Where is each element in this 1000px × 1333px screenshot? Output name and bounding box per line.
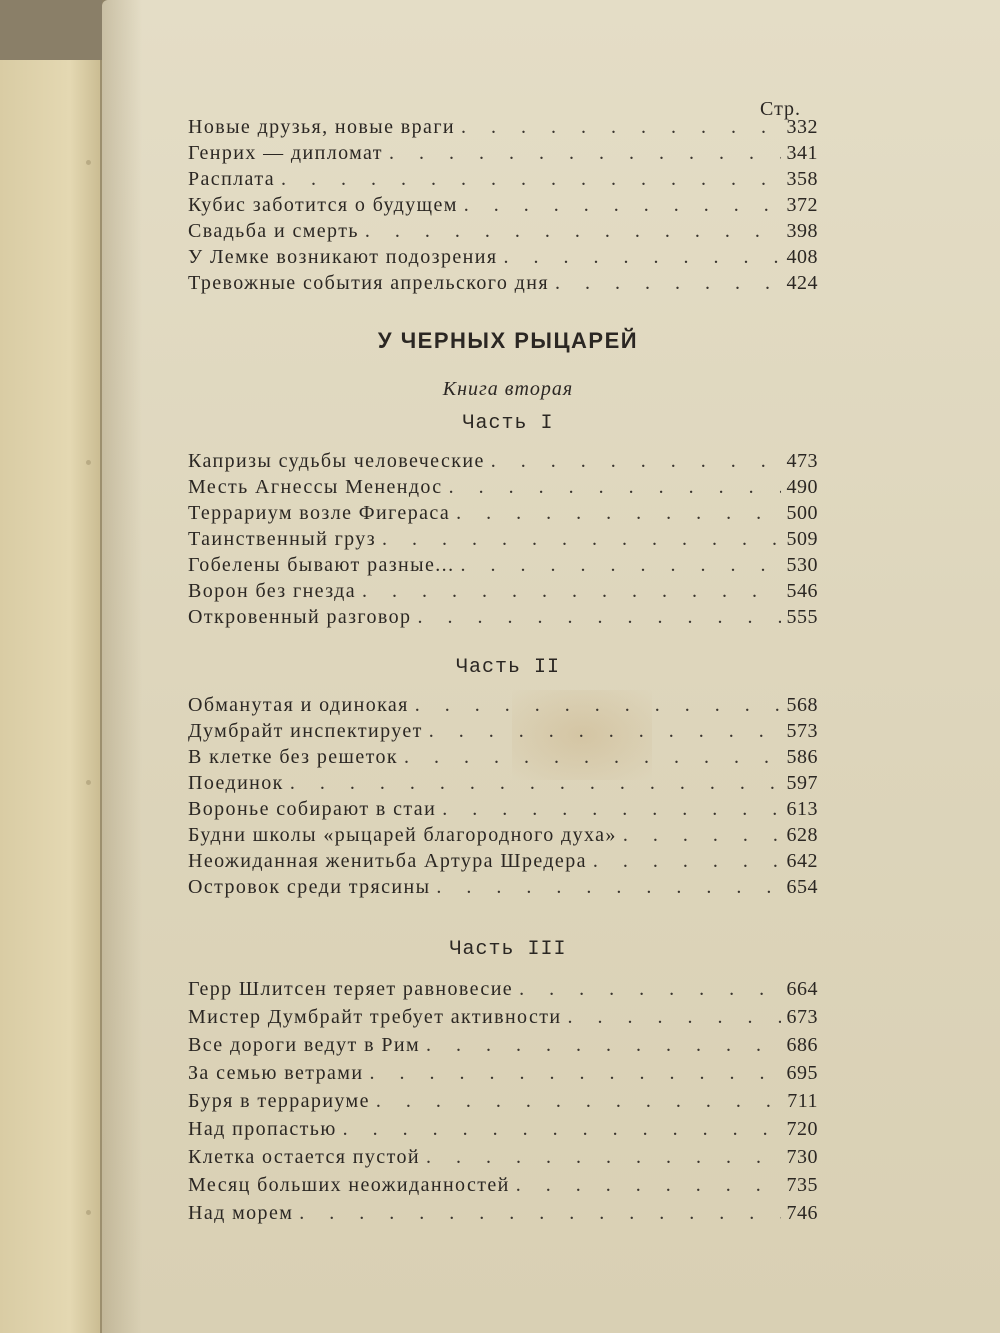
entry-title: Свадьба и смерть xyxy=(188,220,359,242)
toc-entry xyxy=(188,1034,818,1062)
entry-title: Капризы судьбы человеческие xyxy=(188,450,485,472)
entry-title: Расплата xyxy=(188,168,275,190)
entry-title: Кубис заботится о будущем xyxy=(188,194,458,216)
part-heading: Часть II xyxy=(455,656,560,679)
entry-title: Островок среди трясины xyxy=(188,876,431,898)
left-page-edge xyxy=(0,60,102,1333)
dot-leader xyxy=(417,606,780,629)
entry-title: Клетка остается пустой xyxy=(188,1146,420,1168)
toc-entry xyxy=(188,978,818,1006)
entry-page: 613 xyxy=(786,798,818,820)
dot-leader xyxy=(369,1062,780,1085)
toc-entry xyxy=(188,116,818,144)
dot-leader xyxy=(365,220,781,243)
entry-page: 597 xyxy=(786,772,818,794)
book-subtitle: Книга вторая xyxy=(442,378,574,400)
dot-leader xyxy=(376,1090,781,1113)
entry-page: 695 xyxy=(786,1062,818,1084)
entry-page: 555 xyxy=(786,606,818,628)
toc-entry xyxy=(188,1006,818,1034)
toc-entry xyxy=(188,142,818,170)
entry-page: 424 xyxy=(786,272,818,294)
dot-leader xyxy=(382,528,780,551)
dot-leader xyxy=(429,720,781,743)
toc-entry xyxy=(188,246,818,274)
entry-page: 473 xyxy=(786,450,818,472)
dot-leader xyxy=(343,1118,781,1141)
entry-page: 664 xyxy=(786,978,818,1000)
binding-stitch xyxy=(86,1210,91,1215)
entry-page: 530 xyxy=(786,554,818,576)
entry-title: Будни школы «рыцарей благородного духа» xyxy=(188,824,617,846)
dot-leader xyxy=(516,1174,781,1197)
dot-leader xyxy=(555,272,781,295)
dot-leader xyxy=(442,798,780,821)
entry-title: В клетке без решеток xyxy=(188,746,399,768)
dot-leader xyxy=(460,554,780,577)
dot-leader xyxy=(426,1146,781,1169)
toc-entry xyxy=(188,824,818,852)
entry-page: 628 xyxy=(786,824,818,846)
toc-entry xyxy=(188,1090,818,1118)
entry-title: Тревожные события апрельского дня xyxy=(188,272,549,294)
toc-entry xyxy=(188,1174,818,1202)
toc-entry xyxy=(188,194,818,222)
dot-leader xyxy=(404,746,780,769)
entry-title: Месть Агнессы Менендос xyxy=(188,476,443,498)
toc-entry xyxy=(188,606,818,634)
entry-title: Ворон без гнезда xyxy=(188,580,356,602)
entry-page: 490 xyxy=(786,476,818,498)
toc-entry xyxy=(188,528,818,556)
entry-title: Месяц больших неожиданностей xyxy=(188,1174,510,1196)
dot-leader xyxy=(449,476,781,499)
entry-page: 398 xyxy=(786,220,818,242)
binding-stitch xyxy=(86,160,91,165)
entry-page: 332 xyxy=(786,116,818,138)
entry-title: Над пропастью xyxy=(188,1118,337,1140)
entry-page: 642 xyxy=(786,850,818,872)
binding-stitch xyxy=(86,780,91,785)
entry-title: Буря в террариуме xyxy=(188,1090,370,1112)
entry-page: 568 xyxy=(786,694,818,716)
dot-leader xyxy=(519,978,780,1001)
toc-entry xyxy=(188,450,818,478)
dot-leader xyxy=(362,580,781,603)
toc-entry xyxy=(188,694,818,722)
entry-title: Террариум возле Фигераса xyxy=(188,502,451,524)
dot-leader xyxy=(299,1202,780,1225)
toc-entry xyxy=(188,1202,818,1230)
book-title: У ЧЕРНЫХ РЫЦАРЕЙ xyxy=(377,328,639,353)
toc-entry xyxy=(188,772,818,800)
toc-entry xyxy=(188,720,818,748)
page-gutter-shadow xyxy=(102,0,142,1333)
toc-entry xyxy=(188,1118,818,1146)
entry-title: Генрих — дипломат xyxy=(188,142,383,164)
entry-page: 509 xyxy=(786,528,818,550)
entry-page: 372 xyxy=(786,194,818,216)
entry-title: Мистер Думбрайт требует активности xyxy=(188,1006,562,1028)
entry-page: 573 xyxy=(786,720,818,742)
entry-page: 735 xyxy=(786,1174,818,1196)
entry-title: Неожиданная женитьба Артура Шредера xyxy=(188,850,587,872)
entry-title: Таинственный груз xyxy=(188,528,377,550)
entry-title: У Лемке возникают подозрения xyxy=(188,246,498,268)
toc-entry xyxy=(188,1062,818,1090)
dot-leader xyxy=(415,694,781,717)
dot-leader xyxy=(281,168,781,191)
dot-leader xyxy=(456,502,780,525)
entry-page: 654 xyxy=(786,876,818,898)
dot-leader xyxy=(436,876,780,899)
dot-leader xyxy=(426,1034,780,1057)
toc-entry xyxy=(188,798,818,826)
entry-title: Герр Шлитсен теряет равновесие xyxy=(188,978,514,1000)
binding-stitch xyxy=(86,460,91,465)
dot-leader xyxy=(503,246,780,269)
dot-leader xyxy=(290,772,781,795)
part-heading: Часть III xyxy=(449,938,567,961)
entry-page: 673 xyxy=(786,1006,818,1028)
toc-entry xyxy=(188,850,818,878)
entry-title: Новые друзья, новые враги xyxy=(188,116,456,138)
dot-leader xyxy=(567,1006,780,1029)
entry-page: 730 xyxy=(786,1146,818,1168)
dot-leader xyxy=(464,194,781,217)
dot-leader xyxy=(491,450,781,473)
toc-entry xyxy=(188,580,818,608)
part-heading: Часть I xyxy=(462,412,554,435)
toc-entry xyxy=(188,168,818,196)
entry-title: Откровенный разговор xyxy=(188,606,412,628)
toc-entry xyxy=(188,476,818,504)
dot-leader xyxy=(593,850,781,873)
entry-title: Все дороги ведут в Рим xyxy=(188,1034,421,1056)
toc-entry xyxy=(188,876,818,904)
toc-entry xyxy=(188,1146,818,1174)
toc-entry xyxy=(188,220,818,248)
entry-page: 341 xyxy=(786,142,818,164)
entry-title: Гобелены бывают разные... xyxy=(188,554,455,576)
entry-title: Поединок xyxy=(188,772,284,794)
entry-page: 358 xyxy=(786,168,818,190)
entry-page: 686 xyxy=(786,1034,818,1056)
toc-entry xyxy=(188,554,818,582)
entry-page: 546 xyxy=(786,580,818,602)
toc-entry xyxy=(188,272,818,300)
entry-page: 746 xyxy=(786,1202,818,1224)
entry-page: 711 xyxy=(787,1090,818,1112)
page-column-label: Стр. xyxy=(760,98,802,120)
toc-entry xyxy=(188,746,818,774)
toc-entry xyxy=(188,502,818,530)
entry-title: Думбрайт инспектирует xyxy=(188,720,423,742)
entry-page: 720 xyxy=(786,1118,818,1140)
dot-leader xyxy=(461,116,780,139)
entry-title: За семью ветрами xyxy=(188,1062,364,1084)
entry-title: Воронье собирают в стаи xyxy=(188,798,437,820)
entry-page: 500 xyxy=(786,502,818,524)
entry-page: 586 xyxy=(786,746,818,768)
entry-page: 408 xyxy=(786,246,818,268)
entry-title: Обманутая и одинокая xyxy=(188,694,409,716)
entry-title: Над морем xyxy=(188,1202,294,1224)
dot-leader xyxy=(623,824,781,847)
dot-leader xyxy=(389,142,781,165)
